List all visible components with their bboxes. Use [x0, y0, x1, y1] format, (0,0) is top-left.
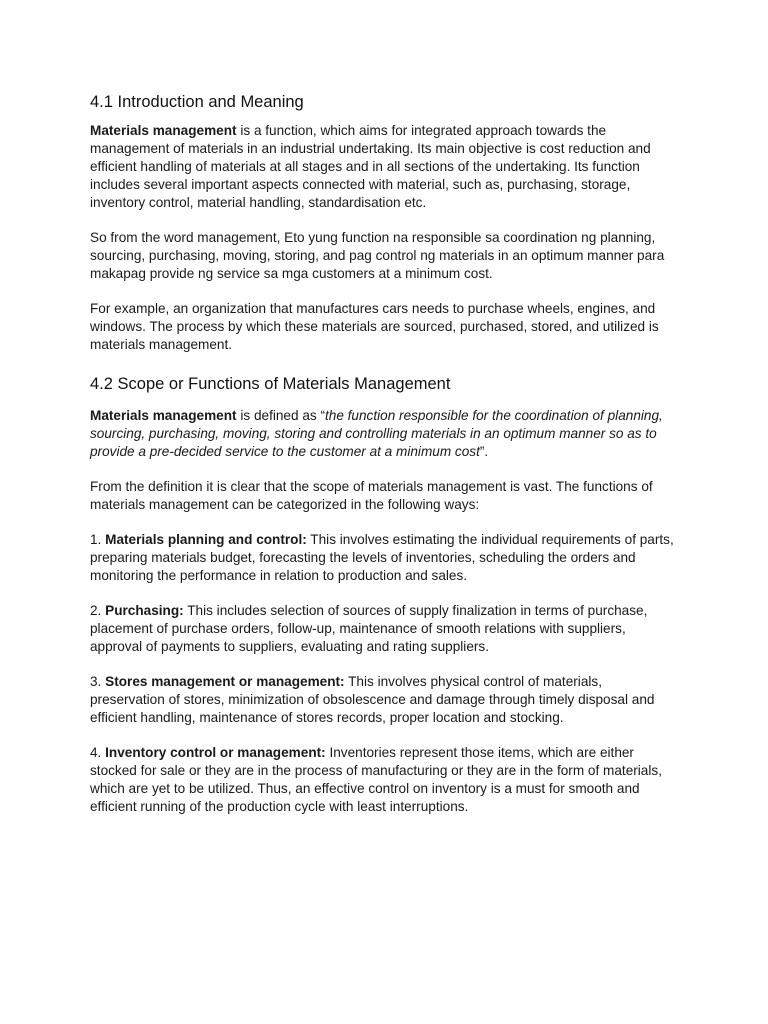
list-item-inventory-control: 4. Inventory control or management: Inventories represent those items, which are either stocked for sale or they are in the process of manufacturing or they are in the form of materials, which are yet to be utilized. Thus, an effective control on inventory is a must for smooth and efficient running of the production cycle with least interruptions. [90, 745, 662, 814]
paragraph-scope-intro: From the definition it is clear that the scope of materials management is vast. The functions of materials management can be categorized in the following ways: [90, 479, 653, 512]
list-item-title: Stores management or management: [105, 674, 345, 689]
list-item-purchasing: 2. Purchasing: This includes selection of sources of supply finalization in terms of purchase, placement of purchase orders, follow-up, maintenance of smooth relations with suppliers, approval of payments to suppliers, evaluating and rating suppliers. [90, 603, 648, 654]
paragraph-explanation: So from the word management, Eto yung function na responsible sa coordination ng planning, sourcing, purchasing, moving, storing, and pag control ng materials in an optimum manner para makapag provide ng service sa mga customers at a minimum cost. [90, 230, 665, 281]
italic-definition: the function responsible for the coordination of planning, sourcing, purchasing, moving, storing and controlling materials in an optimum manner so as to provide a pre-decided service to the customer at a minimum cost [90, 408, 663, 459]
section-heading-introduction: 4.1 Introduction and Meaning [90, 93, 304, 111]
list-item-title: Purchasing: [105, 603, 184, 618]
bold-term: Materials management [90, 123, 237, 138]
list-item-materials-planning: 1. Materials planning and control: This involves estimating the individual requirements of parts, preparing materials budget, forecasting the levels of inventories, scheduling the orders and monitoring the performance in relation to production and sales. [90, 532, 674, 583]
paragraph-example: For example, an organization that manufactures cars needs to purchase wheels, engines, and windows. The process by which these materials are sourced, purchased, stored, and utilized is materials management. [90, 301, 659, 352]
list-item-title: Inventory control or management: [105, 745, 326, 760]
paragraph-definition-intro: Materials management is a function, which aims for integrated approach towards the management of materials in an industrial undertaking. Its main objective is cost reduction and efficient handling of materials at all stages and in all sections of the undertaking. Its function includes several important aspects connected with material, such as, purchasing, storage, inventory control, material handling, standardisation etc. [90, 123, 651, 210]
bold-term: Materials management [90, 408, 237, 423]
section-heading-scope: 4.2 Scope or Functions of Materials Management [90, 375, 451, 393]
list-item-title: Materials planning and control: [105, 532, 307, 547]
list-item-stores-management: 3. Stores management or management: This involves physical control of materials, preservation of stores, minimization of obsolescence and damage through timely disposal and efficient handling, maintenance of stores records, proper location and stocking. [90, 674, 655, 725]
paragraph-definition-quote: Materials management is defined as “the function responsible for the coordination of planning, sourcing, purchasing, moving, storing and controlling materials in an optimum manner so as to provide a pre-decided service to the customer at a minimum cost”. [90, 408, 663, 459]
